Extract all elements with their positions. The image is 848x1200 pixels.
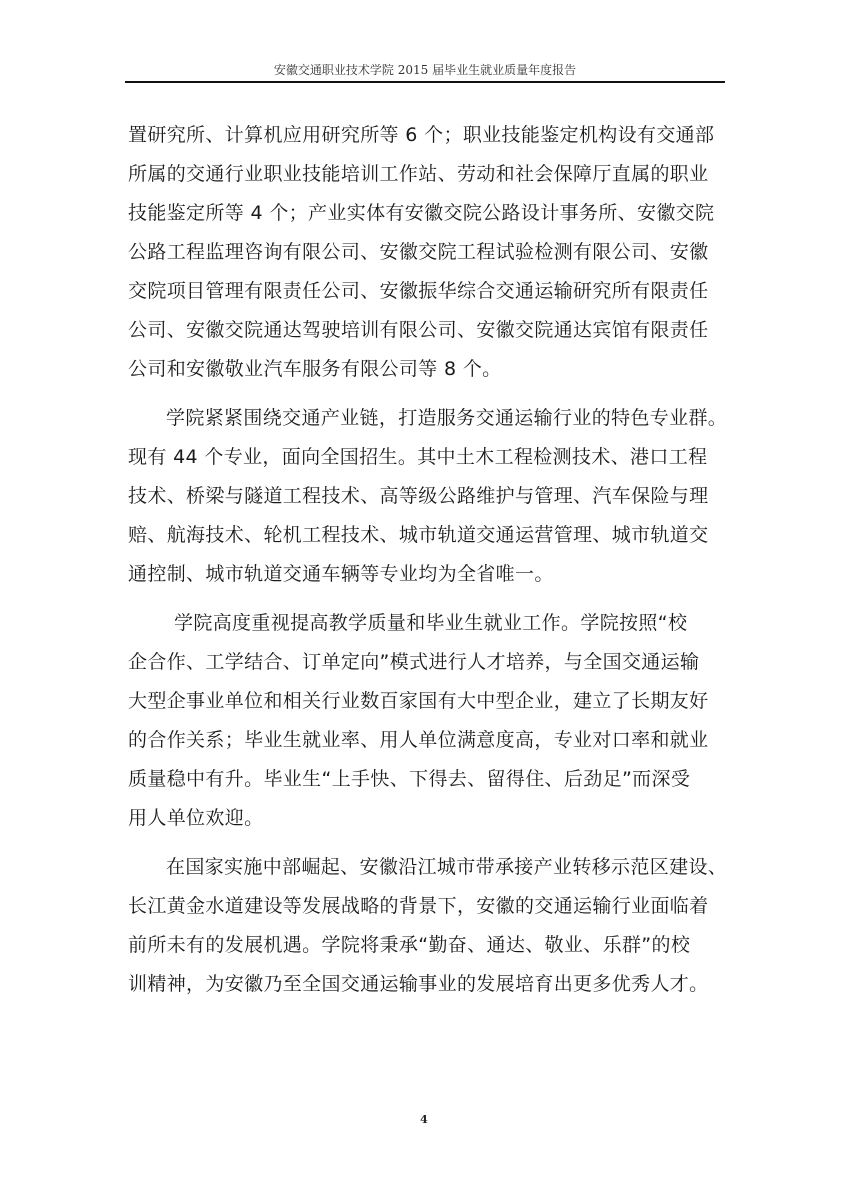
- text-line: 通控制、城市轨道交通车辆等专业均为全省唯一。: [128, 563, 554, 585]
- text-line: 技术、桥梁与隧道工程技术、高等级公路维护与管理、汽车保险与理: [128, 485, 709, 507]
- text-line: 公司、安徽交院通达驾驶培训有限公司、安徽交院通达宾馆有限责任: [128, 319, 709, 341]
- text-line: 所属的交通行业职业技能培训工作站、劳动和社会保障厅直属的职业: [128, 163, 709, 185]
- body-text: [128, 116, 730, 1014]
- text-line: 在国家实施中部崛起、安徽沿江城市带承接产业转移示范区建设、: [166, 856, 728, 878]
- text-line: 现有 44 个专业，面向全国招生。其中土木工程检测技术、港口工程: [128, 446, 708, 468]
- paragraph-majors: [128, 399, 730, 594]
- page-number: 4: [420, 1113, 428, 1126]
- paragraph-development: [128, 848, 730, 1004]
- text-line: 置研究所、计算机应用研究所等 6 个；职业技能鉴定机构设有交通部: [128, 124, 715, 146]
- header-rule: [125, 81, 725, 83]
- running-header: 安徽交通职业技术学院 2015 届毕业生就业质量年度报告: [273, 63, 577, 77]
- paragraph-employment: [128, 604, 730, 838]
- text-line: 训精神，为安徽乃至全国交通运输事业的发展培育出更多优秀人才。: [128, 973, 709, 995]
- text-line: 公司和安徽敬业汽车服务有限公司等 8 个。: [128, 358, 502, 380]
- text-line: 大型企事业单位和相关行业数百家国有大中型企业，建立了长期友好: [128, 690, 709, 712]
- text-line: 学院高度重视提高教学质量和毕业生就业工作。学院按照“校: [174, 612, 688, 634]
- text-line: 企合作、工学结合、订单定向”模式进行人才培养，与全国交通运输: [128, 651, 700, 673]
- text-line: 长江黄金水道建设等发展战略的背景下，安徽的交通运输行业面临着: [128, 895, 709, 917]
- text-line: 质量稳中有升。毕业生“上手快、下得去、留得住、后劲足”而深受: [128, 768, 691, 790]
- text-line: 的合作关系；毕业生就业率、用人单位满意度高，专业对口率和就业: [128, 729, 709, 751]
- paragraph-institutes: [128, 116, 730, 389]
- text-line: 交院项目管理有限责任公司、安徽振华综合交通运输研究所有限责任: [128, 280, 709, 302]
- text-line: 用人单位欢迎。: [128, 807, 264, 829]
- text-line: 公路工程监理咨询有限公司、安徽交院工程试验检测有限公司、安徽: [128, 241, 709, 263]
- text-line: 前所未有的发展机遇。学院将秉承“勤奋、通达、敬业、乐群”的校: [128, 934, 691, 956]
- text-line: 赔、航海技术、轮机工程技术、城市轨道交通运营管理、城市轨道交: [128, 524, 709, 546]
- text-line: 学院紧紧围绕交通产业链，打造服务交通运输行业的特色专业群。: [166, 407, 728, 429]
- text-line: 技能鉴定所等 4 个；产业实体有安徽交院公路设计事务所、安徽交院: [128, 202, 715, 224]
